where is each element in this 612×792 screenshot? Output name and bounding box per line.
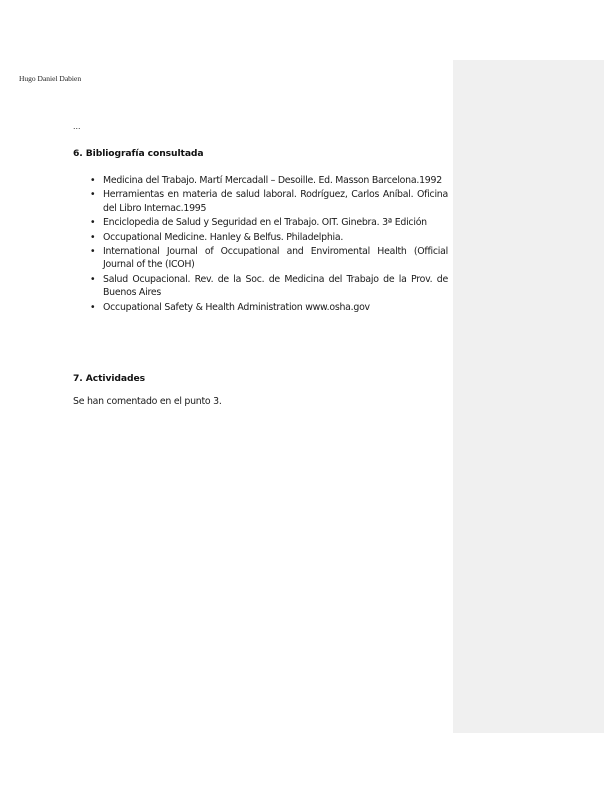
bullet-icon: • <box>90 273 96 285</box>
bibliography-list <box>73 174 448 315</box>
list-item-text: International Journal of Occupational and Enviromental Health (Official Journal of the (ICOH) <box>103 246 448 271</box>
bullet-icon: • <box>90 246 96 258</box>
header-author: Hugo Daniel Dabien <box>19 74 82 83</box>
list-item-text: Medicina del Trabajo. Martí Mercadall – Desoille. Ed. Masson Barcelona.1992 <box>103 175 442 186</box>
comment-margin-pane <box>453 60 604 733</box>
list-item <box>73 231 448 244</box>
list-item <box>73 188 448 215</box>
list-item-text: Enciclopedia de Salud y Seguridad en el Trabajo. OIT. Ginebra. 3ª Edición <box>103 217 427 229</box>
list-item <box>73 174 448 187</box>
list-item <box>73 245 448 272</box>
list-item-text: Herramientas en materia de salud laboral. Rodríguez, Carlos Aníbal. Oficina del Libro Internac.1995 <box>103 189 448 214</box>
ellipsis-text: ... <box>73 121 81 131</box>
list-item <box>73 273 448 300</box>
list-item-text: Occupational Safety & Health Administration www.osha.gov <box>103 301 370 313</box>
bullet-icon: • <box>90 217 96 229</box>
section-heading-bibliography: 6. Bibliografía consultada <box>73 148 204 159</box>
bullet-icon: • <box>90 189 96 201</box>
bullet-icon: • <box>90 231 96 243</box>
activities-body-text: Se han comentado en el punto 3. <box>73 396 222 407</box>
list-item-text: Occupational Medicine. Hanley & Belfus. Philadelphia. <box>103 231 344 243</box>
list-item-text: Salud Ocupacional. Rev. de la Soc. de Medicina del Trabajo de la Prov. de Buenos Aires <box>103 273 448 299</box>
section-heading-activities: 7. Actividades <box>73 373 145 384</box>
list-item <box>73 216 448 229</box>
bullet-icon: • <box>90 175 96 186</box>
list-item <box>73 301 448 314</box>
bullet-icon: • <box>90 301 96 313</box>
